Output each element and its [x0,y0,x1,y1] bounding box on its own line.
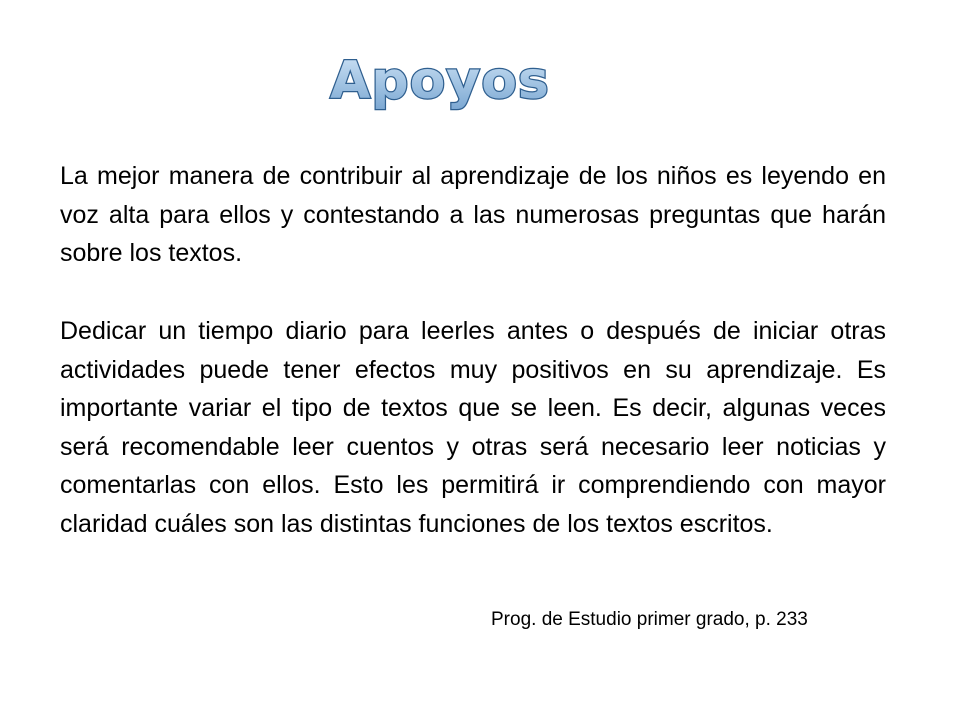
slide-title-text: Apoyos [330,51,550,111]
citation: Prog. de Estudio primer grado, p. 233 [491,609,808,630]
paragraph-1: La mejor manera de contribuir al aprendizaje de los niños es leyendo en voz alta para ellos y contestando a las numerosas preguntas que harán sobre los textos. [60,162,886,267]
paragraph-2: Dedicar un tiempo diario para leerles antes o después de iniciar otras actividades puede tener efectos muy positivos en su aprendizaje. Es importante variar el tipo de textos que se leen. Es decir, algunas veces será recomendable leer cuentos y otras será necesario leer noticias y comentarlas con ellos. Esto les permitirá ir comprendiendo con mayor claridad cuáles son las distintas funciones de los textos escritos. [60,317,886,538]
slide-title [300,38,580,120]
